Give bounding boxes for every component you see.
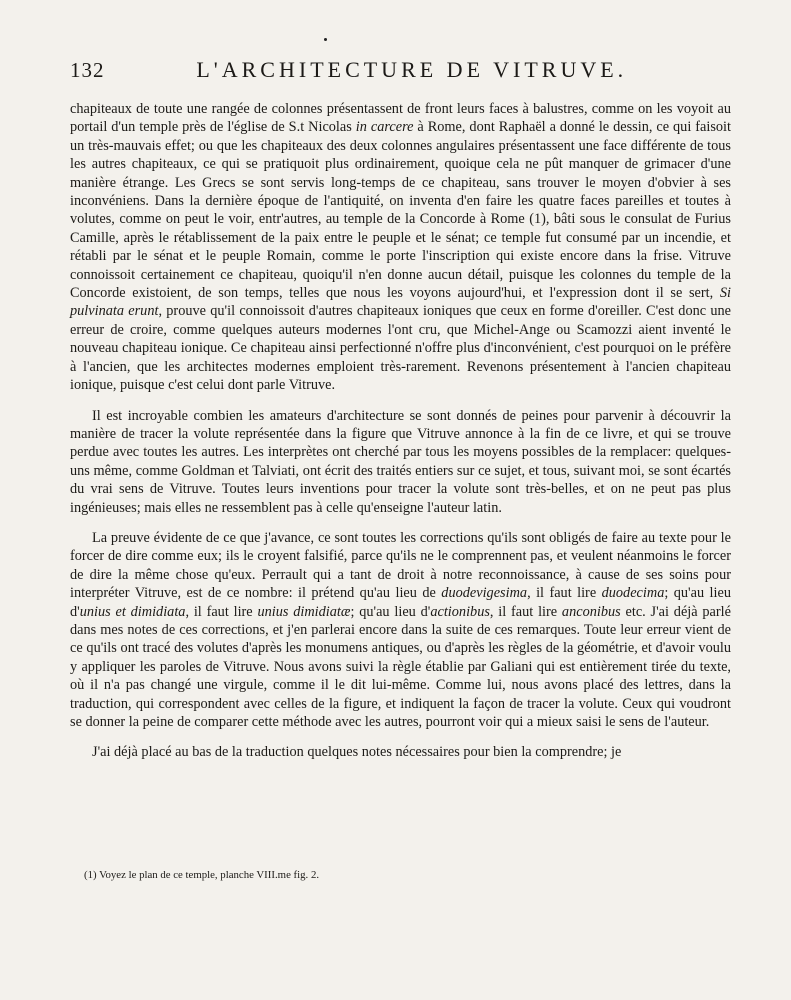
page-number: 132 xyxy=(70,58,105,82)
running-title: L'ARCHITECTURE DE VITRUVE. xyxy=(196,57,628,82)
italic-run: Si pulvinata erunt xyxy=(70,285,731,320)
text-run: , il faut lire xyxy=(527,585,602,602)
text-run: La preuve évidente de ce que j'avance, ce sont toutes les corrections qu'ils sont obligés de faire au texte pour le forcer de dire comme eux; ils le croyent falsifié, parce qu'ils ne le comprennent pas, et veulent néanmoins le forcer de dire la même chose qu'eux. Perrault qui a tant de droit à notre reconnoissance, à cause de ses soins pour interpréter Vitruve, est de ce nombre: il prétend qu'au lieu de xyxy=(70,529,731,602)
text-run: , il faut lire xyxy=(185,603,258,620)
text-run: , prouve qu'il connoissoit d'autres chapiteaux ioniques que ceux en forme d'oreiller. C'est donc une erreur de croire, comme quelques auteurs modernes l'ont cru, que Michel-Ange ou Scamozzi aient inventé le nouveau chapiteau ionique. Ce chapiteau ainsi perfectionné n'offre plus d'inconvénient, c'est pourquoi on le préfère à l'ancien, que les architectes modernes emploient très-rarement. Revenons présentement à l'ancien chapiteau ionique, puisque c'est celui dont parle Vitruve. xyxy=(70,303,732,394)
text-run: à Rome, dont Raphaël a donné le dessin, ce qui faisoit un très-mauvais effet; ou que les chapiteaux des deux colonnes angulaires présentassent une face différente de tous les autres chapiteaux, ce qui se pratiquoit plus ordinairement, quoique cela ne pût manquer de grimacer d'une manière étrange. Les Grecs se sont servis long-temps de ce chapiteau, sans trouver le moyen d'obvier à ses inconvéniens. Dans la dernière époque de l'antiquité, on inventa d'en faire les quatre faces pareilles et toutes à volutes, comme on peut le voir, entr'autres, au temple de la Concorde à Rome (1), bâti sous le consulat de Furius Camille, après le rétablissement de la paix entre le peuple et le sénat; ce temple fut consumé par un incendie, et rétabli par le sénat et le peuple Romain, comme le porte l'inscription qui existe encore dans la frise. Vitruve connoissoit certainement ce chapiteau, quoiqu'il n'en donne aucun détail, puisque les colonnes du temple de la Concorde existoient, de son temps, telles que nous les voyons aujourd'hui, et l'expression dont il se sert, xyxy=(70,119,731,302)
text-run: ; qu'au lieu d' xyxy=(350,603,431,620)
text-run: etc. J'ai déjà parlé dans mes notes de ces corrections, et j'en parlerai encore dans la suite de ces remarques. Toute leur erreur vient de ce qu'ils ont tracé des volutes d'après les monumens antiques, ou d'après les règles de la géométrie, et d'avoir voulu y appliquer les paroles de Vitruve. Nous avons suivi la règle établie par Galiani qui est entièrement tirée du texte, où il n'a pas changé une virgule, comme il le dit lui-même. Comme lui, nous avons placé des lettres, dans la traduction, qui correspondent avec celles de la figure, et indiquent la façon de tracer la volute. Ceux qui voudront se donner la peine de comparer cette méthode avec les autres, pourront voir qui a mieux saisi le sens de l'auteur. xyxy=(70,603,731,730)
footnote: (1) Voyez le plan de ce temple, planche VIII.me fig. 2. xyxy=(84,869,320,881)
paragraph-1 xyxy=(70,100,731,395)
paragraph-3 xyxy=(70,529,731,731)
italic-run: unius dimidiatæ xyxy=(257,603,351,620)
italic-run: actionibus xyxy=(430,603,490,620)
paragraph-2 xyxy=(70,407,731,517)
paragraph-4 xyxy=(70,743,731,761)
italic-run: duodevigesima xyxy=(441,585,528,602)
text-run: , il faut lire xyxy=(489,603,562,620)
italic-run: duodecima xyxy=(601,585,665,602)
italic-run: anconibus xyxy=(561,603,621,620)
text-run: J'ai déjà placé au bas de la traduction quelques notes nécessaires pour bien la comprendre; je xyxy=(92,744,622,761)
italic-run: unius et dimidiata xyxy=(79,603,186,620)
text-run: chapiteaux de toute une rangée de colonnes présentassent de front leurs faces à balustres, comme on les voyoit au portail d'un temple près de l'église de S.t Nicolas xyxy=(70,101,731,136)
page-header xyxy=(70,57,713,91)
italic-run: in carcere xyxy=(355,119,414,136)
body-text xyxy=(70,100,731,762)
page-mark xyxy=(324,38,327,41)
text-run: Il est incroyable combien les amateurs d'architecture se sont donnés de peines pour parvenir à découvrir la manière de tracer la volute représentée dans la figure que Vitruve annonce à la fin de ce livre, et qui se trouve perdue avec toutes les autres. Les interprètes ont cherché par tous les moyens possibles de la remplacer: quelques-uns même, comme Goldman et Talviati, ont écrit des traités entiers sur ce sujet, et tous, suivant moi, se sont écartés du vrai sens de Vitruve. Toutes leurs inventions pour tracer la volute sont très-belles, et on ne peut pas plus ingénieuses; mais elles ne ressemblent pas à celle qu'enseigne l'auteur latin. xyxy=(70,407,731,516)
text-run: ; qu'au lieu d' xyxy=(70,585,731,620)
